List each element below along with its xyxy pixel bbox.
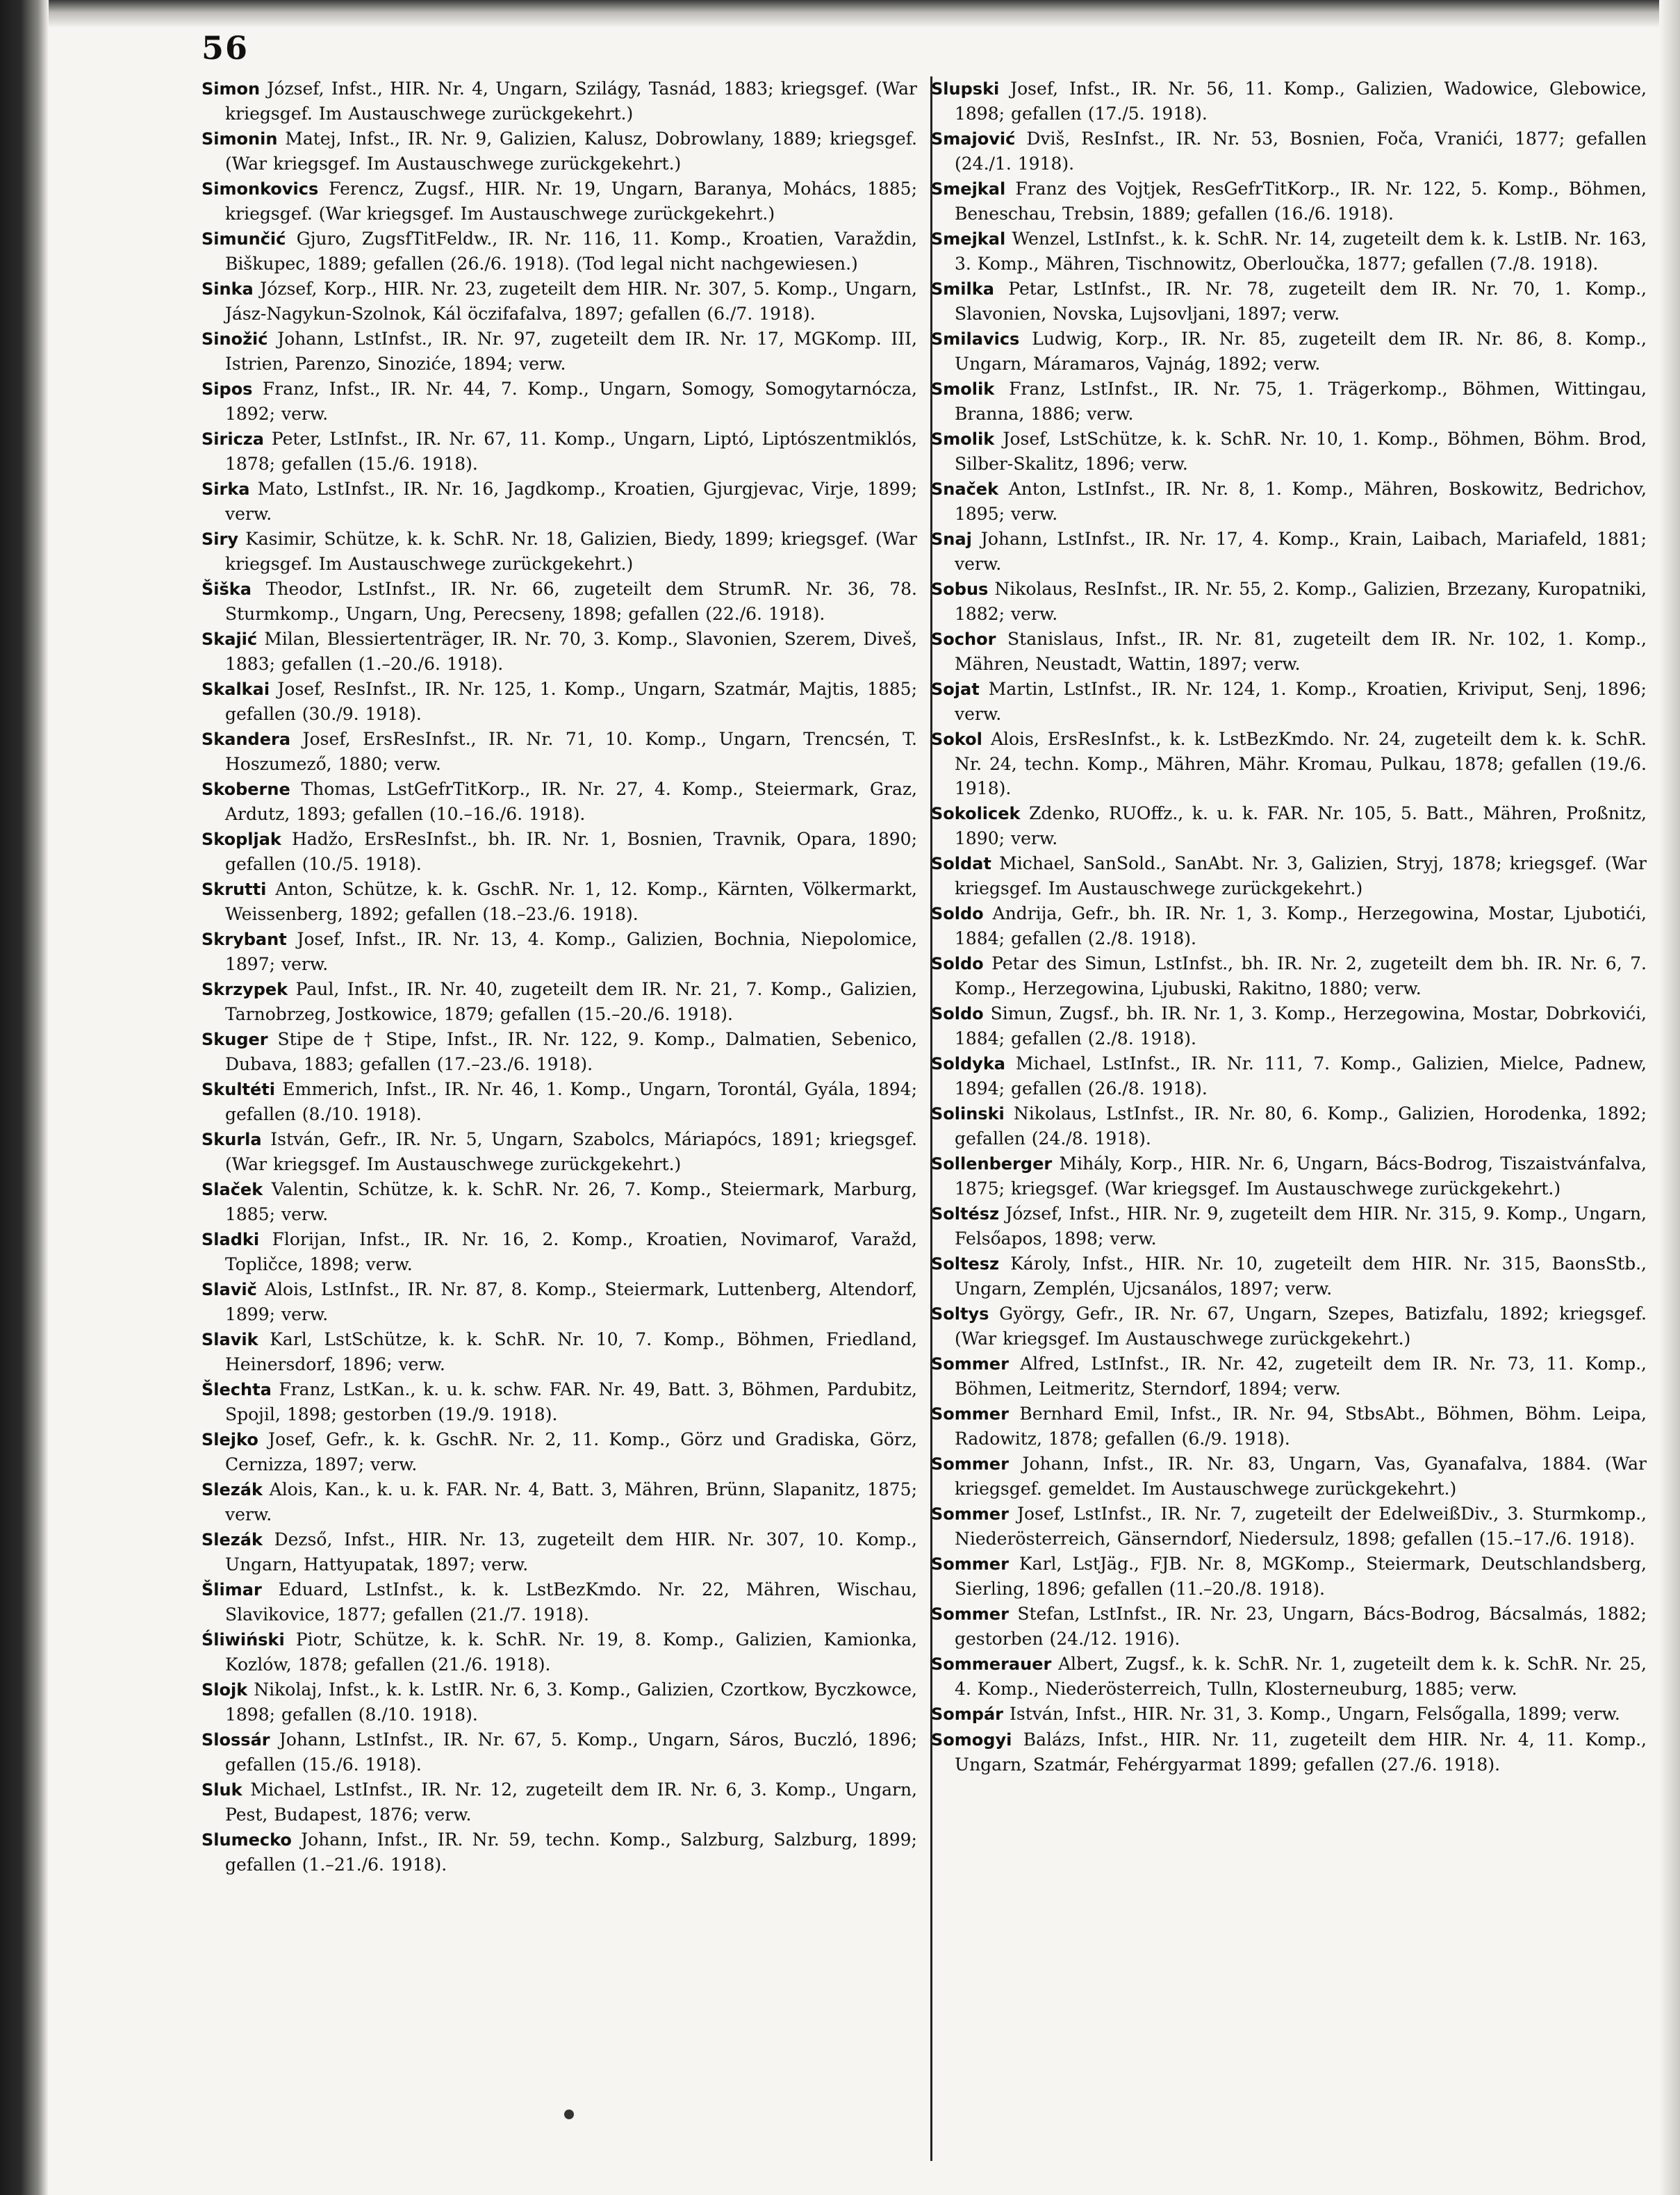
entry-surname: Soldat [931,854,991,873]
roll-entry [201,927,917,976]
roll-entry [931,527,1647,576]
entry-details: Simun, Zugsf., bh. IR. Nr. 1, 3. Komp., Herzegowina, Mostar, Dobrkovići, 1884; gefallen (2./8. 1918). [955,1003,1647,1049]
roll-entry [201,277,917,326]
entry-surname: Sokol [931,730,982,749]
entry-surname: Slupski [931,79,1000,99]
entry-details: István, Infst., HIR. Nr. 31, 3. Komp., Ungarn, Felsőgalla, 1899; verw. [1009,1704,1620,1724]
entry-details: Bernhard Emil, Infst., IR. Nr. 94, StbsAbt., Böhmen, Böhm. Leipa, Radowitz, 1878; gefallen (6./9. 1918). [955,1404,1647,1449]
entry-surname: Sokolicek [931,804,1021,823]
entry-surname: Slaček [201,1180,263,1199]
roll-entry [931,851,1647,901]
entry-details: Michael, LstInfst., IR. Nr. 111, 7. Komp., Galizien, Mielce, Padnew, 1894; gefallen (26./8. 1918). [955,1053,1647,1099]
entry-surname: Slojk [201,1680,248,1700]
entry-surname: Slumecko [201,1830,292,1850]
roll-entry [201,427,917,476]
entry-details: Anton, LstInfst., IR. Nr. 8, 1. Komp., Mähren, Boskowitz, Bedrichov, 1895; verw. [955,479,1647,524]
roll-entry [931,327,1647,376]
roll-entry [931,627,1647,676]
entry-details: Stanislaus, Infst., IR. Nr. 81, zugeteilt dem IR. Nr. 102, 1. Komp., Mähren, Neustadt, Wattin, 1897; verw. [955,629,1647,674]
entry-details: Johann, LstInfst., IR. Nr. 67, 5. Komp., Ungarn, Sáros, Buczló, 1896; gefallen (15./6. 1918). [225,1729,917,1775]
roll-entry [931,227,1647,276]
entry-details: Valentin, Schütze, k. k. SchR. Nr. 26, 7. Komp., Steiermark, Marburg, 1885; verw. [225,1179,918,1224]
roll-entry [201,1827,917,1877]
roll-entry [201,1077,917,1126]
entry-details: Ludwig, Korp., IR. Nr. 85, zugeteilt dem IR. Nr. 86, 8. Komp., Ungarn, Máramaros, Vajnág, 1892; verw. [955,329,1647,374]
entry-surname: Soltész [931,1204,1000,1224]
entry-details: Nikolaus, ResInfst., IR. Nr. 55, 2. Komp., Galizien, Brzezany, Kuropatniki, 1882; verw. [955,579,1647,624]
entry-details: Eduard, LstInfst., k. k. LstBezKmdo. Nr. 22, Mähren, Wischau, Slavikovice, 1877; gefallen (21./7. 1918). [225,1579,917,1625]
entry-details: Franz, LstInfst., IR. Nr. 75, 1. Trägerkomp., Böhmen, Wittingau, Branna, 1886; verw. [955,379,1647,424]
page-number: 56 [201,29,249,67]
entry-details: Michael, SanSold., SanAbt. Nr. 3, Galizien, Stryj, 1878; kriegsgef. (War kriegsgef. Im Austauschwege zurückgekehrt.) [955,853,1647,898]
roll-entry [931,277,1647,326]
entry-details: Josef, ResInfst., IR. Nr. 125, 1. Komp., Ungarn, Szatmár, Majtis, 1885; gefallen (30./9. 1918). [225,679,917,724]
entry-surname: Sobus [931,579,989,599]
entry-surname: Skuger [201,1030,268,1049]
entry-surname: Śliwiński [201,1630,285,1650]
entry-surname: Smolik [931,429,995,449]
roll-entry [931,1502,1647,1551]
scan-edge-left [0,0,49,2195]
roll-entry [201,727,917,776]
entry-surname: Smajović [931,129,1016,149]
entry-details: István, Gefr., IR. Nr. 5, Ungarn, Szabolcs, Máriapócs, 1891; kriegsgef. (War kriegsgef. Im Austauschwege zurückgekehrt.) [225,1129,917,1174]
entry-details: Theodor, LstInfst., IR. Nr. 66, zugeteilt dem StrumR. Nr. 36, 78. Sturmkomp., Ungarn, Ung, Perecseny, 1898; gefallen (22./6. 1918). [225,579,918,624]
entry-details: Josef, Infst., IR. Nr. 13, 4. Komp., Galizien, Bochnia, Niepolomice, 1897; verw. [225,929,917,974]
roll-entry [201,1377,917,1427]
roll-entry [931,1301,1647,1351]
entry-surname: Sompár [931,1704,1003,1724]
roll-entry [931,1351,1647,1401]
roll-entry [931,951,1647,1001]
entry-surname: Skopljak [201,830,281,849]
entry-surname: Slavik [201,1330,258,1349]
entry-details: Alois, ErsResInfst., k. k. LstBezKmdo. Nr. 24, zugeteilt dem k. k. SchR. Nr. 24, techn. Komp., Mähren, Mähr. Kromau, Pulkau, 1878; gefallen (19./6. 1918). [955,729,1647,798]
entry-details: Johann, LstInfst., IR. Nr. 17, 4. Komp., Krain, Laibach, Mariafeld, 1881; verw. [955,529,1647,574]
entry-surname: Sipos [201,379,253,399]
scan-edge-right [1659,0,1680,2195]
roll-entry [931,1727,1647,1777]
roll-entry [201,627,917,676]
entry-surname: Soldyka [931,1054,1005,1074]
entry-details: Thomas, LstGefrTitKorp., IR. Nr. 27, 4. Komp., Steiermark, Graz, Ardutz, 1893; gefallen (10.–16./6. 1918). [225,779,917,824]
entry-surname: Skrzypek [201,980,288,999]
roll-entry [931,1702,1647,1727]
entry-surname: Sirka [201,479,250,499]
entry-details: Florijan, Infst., IR. Nr. 16, 2. Komp., Kroatien, Novimarof, Varažd, Topličce, 1898; verw. [225,1229,917,1274]
roll-entry [931,1401,1647,1451]
roll-entry [931,427,1647,476]
entry-surname: Simunčić [201,229,286,249]
entry-surname: Slejko [201,1430,258,1449]
entry-surname: Skalkai [201,680,270,699]
entry-details: Stefan, LstInfst., IR. Nr. 23, Ungarn, Bács-Bodrog, Bácsalmás, 1882; gestorben (24./12. 1916). [955,1604,1647,1649]
left-column [201,76,917,1877]
roll-entry [201,327,917,376]
entry-details: Peter, LstInfst., IR. Nr. 67, 11. Komp., Ungarn, Liptó, Liptószentmiklós, 1878; gefallen (15./6. 1918). [225,429,917,474]
entry-details: Dviš, ResInfst., IR. Nr. 53, Bosnien, Foča, Vranići, 1877; gefallen (24./1. 1918). [955,129,1647,174]
entry-surname: Siry [201,529,238,549]
entry-surname: Sladki [201,1230,260,1249]
entry-details: Alfred, LstInfst., IR. Nr. 42, zugeteilt dem IR. Nr. 73, 11. Komp., Böhmen, Leitmeritz, Sterndorf, 1894; verw. [955,1354,1647,1399]
roll-entry [201,1277,917,1326]
entry-surname: Simonin [201,129,278,149]
entry-surname: Slavič [201,1280,257,1299]
roll-entry [201,1727,917,1777]
entry-details: Petar des Simun, LstInfst., bh. IR. Nr. 2, zugeteilt dem bh. IR. Nr. 6, 7. Komp., Herzegowina, Ljubuski, Rakitno, 1880; verw. [955,953,1647,998]
entry-details: Karl, LstSchütze, k. k. SchR. Nr. 10, 7. Komp., Böhmen, Friedland, Heinersdorf, 1896; verw. [225,1329,918,1374]
roll-entry [931,801,1647,850]
entry-surname: Sommer [931,1504,1009,1524]
entry-surname: Skandera [201,730,291,749]
roll-entry [931,1452,1647,1501]
entry-surname: Šiška [201,579,252,599]
roll-entry [201,176,917,226]
entry-surname: Sommer [931,1354,1009,1374]
entry-surname: Sollenberger [931,1154,1053,1174]
entry-surname: Simon [201,79,261,99]
ink-spot [564,2110,574,2119]
entry-details: Kasimir, Schütze, k. k. SchR. Nr. 18, Galizien, Biedy, 1899; kriegsgef. (War kriegsgef. Im Austauschwege zurückgekehrt.) [225,529,917,574]
entry-details: Josef, Infst., IR. Nr. 56, 11. Komp., Galizien, Wadowice, Glebowice, 1898; gefallen (17./5. 1918). [955,79,1647,124]
entry-details: Albert, Zugsf., k. k. SchR. Nr. 1, zugeteilt dem k. k. SchR. Nr. 25, 4. Komp., Niederösterreich, Tulln, Klosterneuburg, 1885; verw. [955,1654,1647,1699]
entry-surname: Snaček [931,479,999,499]
roll-entry [201,1577,917,1627]
roll-entry [201,1327,917,1376]
roll-entry [931,727,1647,800]
entry-surname: Slezák [201,1480,263,1499]
entry-details: Nikolaj, Infst., k. k. LstIR. Nr. 6, 3. Komp., Galizien, Czortkow, Byczkowce, 1898; gefallen (8./10. 1918). [225,1679,917,1725]
entry-details: György, Gefr., IR. Nr. 67, Ungarn, Szepes, Batizfalu, 1892; kriegsgef. (War kriegsgef. Im Austauschwege zurückgekehrt.) [955,1304,1647,1349]
roll-entry [201,227,917,276]
entry-details: Emmerich, Infst., IR. Nr. 46, 1. Komp., Ungarn, Torontál, Gyála, 1894; gefallen (8./10. 1918). [225,1079,917,1124]
entry-details: Johann, Infst., IR. Nr. 59, techn. Komp., Salzburg, Salzburg, 1899; gefallen (1.–21./6. 1918). [225,1830,917,1875]
roll-entry [931,901,1647,951]
roll-entry [201,76,917,126]
entry-details: Andrija, Gefr., bh. IR. Nr. 1, 3. Komp., Herzegowina, Mostar, Ljubotići, 1884; gefallen (2./8. 1918). [955,903,1647,948]
entry-surname: Smejkal [931,179,1006,199]
entry-details: Gjuro, ZugsfTitFeldw., IR. Nr. 116, 11. Komp., Kroatien, Varaždin, Biškupec, 1889; gefallen (26./6. 1918). (Tod legal nicht nachgewiesen.) [225,229,917,274]
entry-surname: Smejkal [931,229,1006,249]
roll-entry [201,527,917,576]
roll-entry [201,577,917,626]
roll-entry [931,176,1647,226]
roll-entry [201,977,917,1026]
entry-details: Mihály, Korp., HIR. Nr. 6, Ungarn, Bács-Bodrog, Tiszaistvánfalva, 1875; kriegsgef. (War kriegsgef. Im Austauschwege zurückgekehrt.) [955,1153,1647,1199]
entry-surname: Somogyi [931,1730,1012,1750]
roll-entry [201,1177,917,1226]
scan-edge-top [0,0,1680,28]
roll-entry [931,1051,1647,1101]
entry-surname: Smolik [931,379,995,399]
entry-surname: Siricza [201,429,264,449]
entry-surname: Solinski [931,1104,1005,1124]
roll-entry [201,777,917,826]
entry-details: Alois, LstInfst., IR. Nr. 87, 8. Komp., Steiermark, Luttenberg, Altendorf, 1899; verw. [225,1279,917,1324]
entry-surname: Sluk [201,1780,242,1800]
right-column [931,76,1647,1777]
roll-entry [931,76,1647,126]
roll-entry [201,1477,917,1527]
entry-surname: Šlechta [201,1380,272,1399]
entry-details: Stipe de † Stipe, Infst., IR. Nr. 122, 9. Komp., Dalmatien, Sebenico, Dubava, 1883; gefallen (17.–23./6. 1918). [225,1029,917,1074]
entry-details: Franz, LstKan., k. u. k. schw. FAR. Nr. 49, Batt. 3, Böhmen, Pardubitz, Spojil, 1898; gestorben (19./9. 1918). [225,1379,918,1424]
entry-surname: Soldo [931,904,984,923]
entry-surname: Sommer [931,1454,1009,1474]
roll-entry [201,827,917,876]
entry-surname: Sinožić [201,329,268,349]
roll-entry [201,377,917,426]
entry-details: József, Korp., HIR. Nr. 23, zugeteilt dem HIR. Nr. 307, 5. Komp., Ungarn, Jász-Nagykun-Szolnok, Kál öczifafalva, 1897; gefallen (6./7. 1918). [225,279,918,324]
entry-details: Zdenko, RUOffz., k. u. k. FAR. Nr. 105, 5. Batt., Mähren, Proßnitz, 1890; verw. [955,803,1647,848]
entry-details: Karl, LstJäg., FJB. Nr. 8, MGKomp., Steiermark, Deutschlandsberg, Sierling, 1896; gefallen (11.–20./8. 1918). [955,1554,1647,1599]
entry-details: Mato, LstInfst., IR. Nr. 16, Jagdkomp., Kroatien, Gjurgjevac, Virje, 1899; verw. [225,479,917,524]
entry-surname: Sommer [931,1554,1009,1574]
entry-details: Alois, Kan., k. u. k. FAR. Nr. 4, Batt. 3, Mähren, Brünn, Slapanitz, 1875; verw. [225,1479,917,1524]
entry-surname: Simonkovics [201,179,319,199]
entry-surname: Soltys [931,1304,989,1324]
entry-details: Anton, Schütze, k. k. GschR. Nr. 1, 12. Komp., Kärnten, Völkermarkt, Weissenberg, 1892; gefallen (18.–23./6. 1918). [225,879,917,924]
entry-details: Michael, LstInfst., IR. Nr. 12, zugeteilt dem IR. Nr. 6, 3. Komp., Ungarn, Pest, Budapest, 1876; verw. [225,1779,917,1825]
entry-details: Johann, Infst., IR. Nr. 83, Ungarn, Vas, Gyanafalva, 1884. (War kriegsgef. gemeldet. Im Austauschwege zurückgekehrt.) [955,1454,1647,1499]
entry-details: Josef, ErsResInfst., IR. Nr. 71, 10. Komp., Ungarn, Trencsén, T. Hoszumező, 1880; verw. [225,729,917,774]
entry-surname: Sommer [931,1604,1009,1624]
entry-surname: Soldo [931,954,984,973]
entry-details: Josef, LstInfst., IR. Nr. 7, zugeteilt der EdelweißDiv., 3. Sturmkomp., Niederösterreich, Gänserndorf, Niedersulz, 1898; gefallen (15.–17./6. 1918). [955,1504,1647,1549]
roll-entry [201,477,917,526]
entry-surname: Skajić [201,630,258,649]
entry-details: Martin, LstInfst., IR. Nr. 124, 1. Komp., Kroatien, Kriviput, Senj, 1896; verw. [955,679,1647,724]
entry-details: Petar, LstInfst., IR. Nr. 78, zugeteilt dem IR. Nr. 70, 1. Komp., Slavonien, Novska, Lujsovljani, 1897; verw. [955,279,1647,324]
roll-entry [201,1777,917,1827]
entry-details: Milan, Blessiertenträger, IR. Nr. 70, 3. Komp., Slavonien, Szerem, Diveš, 1883; gefallen (1.–20./6. 1918). [225,629,917,674]
entry-surname: Smilavics [931,329,1020,349]
roll-entry [931,1552,1647,1601]
roll-entry [201,1677,917,1727]
roll-entry [201,1427,917,1477]
entry-surname: Sommer [931,1404,1009,1424]
roll-entry [201,677,917,726]
entry-surname: Smilka [931,279,994,299]
roll-entry [931,1001,1647,1051]
roll-entry [931,1201,1647,1251]
entry-surname: Slezák [201,1530,263,1549]
entry-surname: Skrybant [201,930,287,949]
roll-entry [201,126,917,176]
roll-entry [201,1227,917,1276]
roll-entry [201,1527,917,1577]
entry-details: Franz, Infst., IR. Nr. 44, 7. Komp., Ungarn, Somogy, Somogytarnócza, 1892; verw. [225,379,917,424]
roll-entry [201,877,917,926]
entry-details: Ferencz, Zugsf., HIR. Nr. 19, Ungarn, Baranya, Mohács, 1885; kriegsgef. (War kriegsgef. Im Austauschwege zurückgekehrt.) [225,179,917,224]
roll-entry [201,1027,917,1076]
roll-entry [931,126,1647,176]
entry-surname: Skrutti [201,880,267,899]
roll-entry [931,577,1647,626]
entry-surname: Skultéti [201,1080,276,1099]
entry-details: Nikolaus, LstInfst., IR. Nr. 80, 6. Komp., Galizien, Horodenka, 1892; gefallen (24./8. 1918). [955,1103,1647,1149]
roll-entry [931,377,1647,426]
roll-entry [201,1127,917,1176]
entry-details: Franz des Vojtjek, ResGefrTitKorp., IR. Nr. 122, 5. Komp., Böhmen, Beneschau, Trebsin, 1889; gefallen (16./6. 1918). [955,179,1647,224]
entry-details: Josef, LstSchütze, k. k. SchR. Nr. 10, 1. Komp., Böhmen, Böhm. Brod, Silber-Skalitz, 1896; verw. [955,429,1647,474]
roll-entry [931,1602,1647,1651]
roll-entry [931,1151,1647,1201]
entry-surname: Skoberne [201,780,290,799]
entry-details: Balázs, Infst., HIR. Nr. 11, zugeteilt dem HIR. Nr. 4, 11. Komp., Ungarn, Szatmár, Fehérgyarmat 1899; gefallen (27./6. 1918). [955,1729,1647,1775]
entry-details: Hadžo, ErsResInfst., bh. IR. Nr. 1, Bosnien, Travnik, Opara, 1890; gefallen (10./5. 1918). [225,829,917,874]
entry-surname: Sochor [931,630,996,649]
roll-entry [931,1251,1647,1301]
entry-details: Paul, Infst., IR. Nr. 40, zugeteilt dem IR. Nr. 21, 7. Komp., Galizien, Tarnobrzeg, Jostkowice, 1879; gefallen (15.–20./6. 1918). [225,979,917,1024]
entry-surname: Skurla [201,1130,262,1149]
entry-details: Károly, Infst., HIR. Nr. 10, zugeteilt dem HIR. Nr. 315, BaonsStb., Ungarn, Zemplén, Ujcsanálos, 1897; verw. [955,1253,1647,1299]
entry-surname: Šlimar [201,1580,262,1600]
entry-details: Johann, LstInfst., IR. Nr. 97, zugeteilt dem IR. Nr. 17, MGKomp. III, Istrien, Parenzo, Sinoziće, 1894; verw. [225,329,917,374]
entry-details: Wenzel, LstInfst., k. k. SchR. Nr. 14, zugeteilt dem k. k. LstIB. Nr. 163, 3. Komp., Mähren, Tischnowitz, Oberloučka, 1877; gefallen (7./8. 1918). [955,229,1647,274]
roll-entry [201,1627,917,1677]
entry-surname: Soltesz [931,1254,1000,1274]
entry-surname: Sojat [931,680,980,699]
entry-surname: Sommerauer [931,1654,1052,1674]
entry-surname: Sinka [201,279,254,299]
entry-surname: Slossár [201,1730,270,1750]
roll-entry [931,1652,1647,1701]
entry-details: Matej, Infst., IR. Nr. 9, Galizien, Kalusz, Dobrowlany, 1889; kriegsgef. (War kriegsgef. Im Austauschwege zurückgekehrt.) [225,129,917,174]
entry-details: József, Infst., HIR. Nr. 9, zugeteilt dem HIR. Nr. 315, 9. Komp., Ungarn, Felsőapos, 1898; verw. [955,1203,1647,1249]
roll-entry [931,677,1647,726]
roll-entry [931,1101,1647,1151]
entry-details: Piotr, Schütze, k. k. SchR. Nr. 19, 8. Komp., Galizien, Kamionka, Kozlów, 1878; gefallen (21./6. 1918). [225,1629,917,1675]
entry-details: József, Infst., HIR. Nr. 4, Ungarn, Szilágy, Tasnád, 1883; kriegsgef. (War kriegsgef. Im Austauschwege zurückgekehrt.) [225,79,917,124]
entry-details: Dezső, Infst., HIR. Nr. 13, zugeteilt dem HIR. Nr. 307, 10. Komp., Ungarn, Hattyupatak, 1897; verw. [225,1529,917,1575]
entry-surname: Snaj [931,529,972,549]
roll-entry [931,477,1647,526]
entry-surname: Soldo [931,1004,984,1023]
entry-details: Josef, Gefr., k. k. GschR. Nr. 2, 11. Komp., Görz und Gradiska, Görz, Cernizza, 1897; verw. [225,1429,917,1474]
